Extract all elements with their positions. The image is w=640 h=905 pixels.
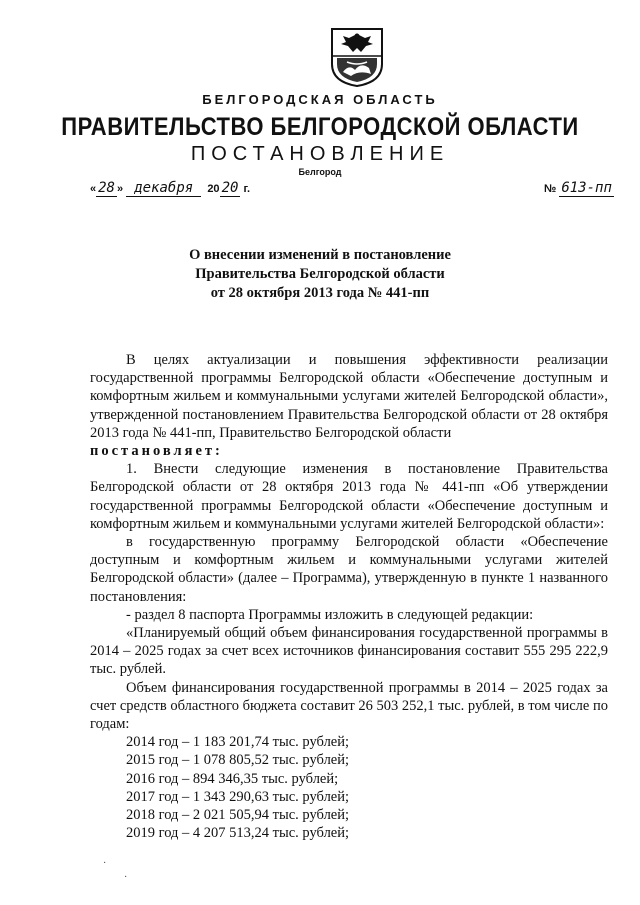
date-day: 28 [98,180,115,196]
year-line: 2018 год – 2 021 505,94 тыс. рублей; [126,807,350,824]
planned-funding-paragraph: «Планируемый общий объем финансирования государственной программы в 2014 – 2025 годах за счет всех источников финансирования составит 555 295 222,9 тыс. рублей. [90,625,608,678]
coat-of-arms-emblem [329,26,385,88]
year-line: 2019 год – 4 207 513,24 тыс. рублей; [126,825,350,842]
document-number [544,180,614,196]
number-value: 613-пп [561,180,612,196]
section-8-paragraph: - раздел 8 паспорта Программы изложить в следующей редакции: [126,606,534,623]
scan-mark: · [103,858,107,869]
date-close-quote: » [116,183,124,195]
title-line-3: от 28 октября 2013 года № 441-пп [210,285,430,301]
city-name: Белгород [298,167,342,177]
date-year-prefix: 20 [207,183,220,195]
document-date [90,180,250,196]
item-1-paragraph: 1. Внести следующие изменения в постановление Правительства Белгородской области от 28 октября 2013 года № 441-пп «Об утверждении государственной программы Белгородской области «Обеспечение доступным и комфортным жильем и коммунальными услугами жителей Белгородской области»: [90,461,608,532]
year-line: 2014 год – 1 183 201,74 тыс. рублей; [126,734,350,751]
scan-mark: · [124,872,128,883]
number-label: № [544,183,557,195]
region-name: БЕЛГОРОДСКАЯ ОБЛАСТЬ [202,92,438,107]
title-line-2: Правительства Белгородской области [195,266,445,282]
date-month: декабря [126,180,201,197]
year-line: 2017 год – 1 343 290,63 тыс. рублей; [126,788,350,805]
intro-paragraph: В целях актуализации и повышения эффективности реализации государственной программы Белгородской области «Обеспечение доступным и комфортным жильем и коммунальными услугами жителей Белгородской области», утвержденной постановлением Правительства Белгородской области от 28 октября 2013 года № 441-пп, Правительство Белгородской области [90,352,608,441]
document-type: ПОСТАНОВЛЕНИЕ [190,143,450,165]
resolves-word: постановляет: [90,443,223,460]
government-name: ПРАВИТЕЛЬСТВО БЕЛГОРОДСКОЙ ОБЛАСТИ [61,112,579,141]
year-line: 2015 год – 1 078 805,52 тыс. рублей; [126,752,350,769]
resolves-paragraph [90,442,608,460]
year-line: 2016 год – 894 346,35 тыс. рублей; [126,770,339,787]
document-body [90,351,608,842]
date-open-quote: « [90,183,97,195]
date-year-unit: г. [243,183,251,195]
document-title [0,246,640,303]
title-line-1: О внесении изменений в постановление [189,247,451,263]
program-paragraph: в государственную программу Белгородской области «Обеспечение доступным и комфортным жильем и коммунальными услугами жителей Белгородской области» (далее – Программа), утвержденную в пункте 1 названного постановления: [90,534,608,605]
regional-funding-paragraph: Объем финансирования государственной программы в 2014 – 2025 годах за счет средств областного бюджета составит 26 503 252,1 тыс. рублей, в том числе по годам: [90,679,608,733]
date-year-suffix: 20 [221,180,239,196]
